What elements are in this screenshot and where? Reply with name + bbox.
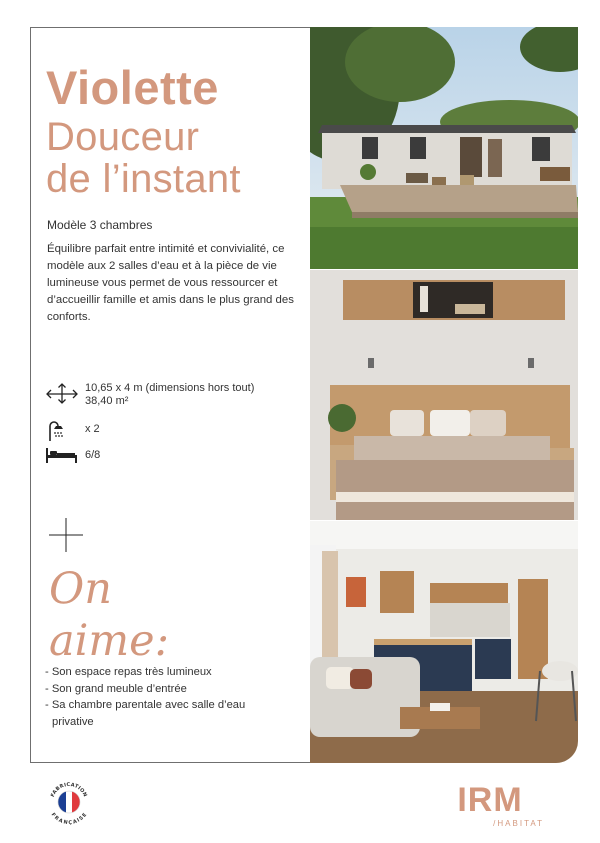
plus-icon	[49, 518, 83, 552]
brochure-card	[30, 27, 578, 763]
bed-icon	[45, 446, 79, 464]
tagline-line-1: Douceur	[46, 115, 200, 159]
irm-habitat-logo	[434, 782, 546, 830]
living-kitchen-photo	[310, 521, 578, 763]
likes-list	[45, 664, 305, 730]
list-item: - Sa chambre parentale avec salle d’eau	[45, 699, 246, 711]
photo-column	[310, 27, 578, 763]
logo-text: IRM	[457, 782, 523, 819]
list-item: - Son grand meuble d’entrée	[45, 682, 187, 695]
logo-sub: /HABITAT	[493, 819, 544, 828]
shower-icon	[45, 420, 69, 442]
badge-bottom-text: FRANÇAISE	[49, 811, 89, 826]
likes-heading-line-2: aime:	[49, 616, 170, 666]
bedroom-photo	[310, 270, 578, 520]
model-type: Modèle 3 chambres	[47, 218, 153, 232]
area-text: 38,40 m²	[85, 395, 129, 407]
dimensions-text: 10,65 x 4 m (dimensions hors tout)	[85, 382, 255, 394]
showers-count: x 2	[85, 423, 100, 435]
description: Équilibre parfait entre intimité et convivialité, ce modèle aux 2 salles d’eau et à la pièce de vie lumineuse vous permet de vous ressourcer et d’accueillir famille et amis dans le plus grand des conforts.	[47, 243, 294, 323]
likes-heading	[49, 563, 169, 667]
dimensions-arrows-icon	[45, 382, 79, 404]
model-name: Violette	[46, 61, 219, 114]
list-item: - Son espace repas très lumineux	[45, 666, 212, 678]
info-panel	[30, 27, 310, 763]
likes-heading-line-1: On	[49, 564, 112, 614]
svg-text:FRANÇAISE	[50, 812, 89, 826]
exterior-photo	[310, 27, 578, 269]
tagline	[46, 116, 241, 200]
fabrication-francaise-badge	[47, 778, 91, 826]
badge-top-text: FABRICATION	[49, 781, 89, 799]
list-item: privative	[52, 715, 94, 728]
tagline-line-2: de l’instant	[46, 157, 241, 201]
beds-count: 6/8	[85, 449, 101, 461]
